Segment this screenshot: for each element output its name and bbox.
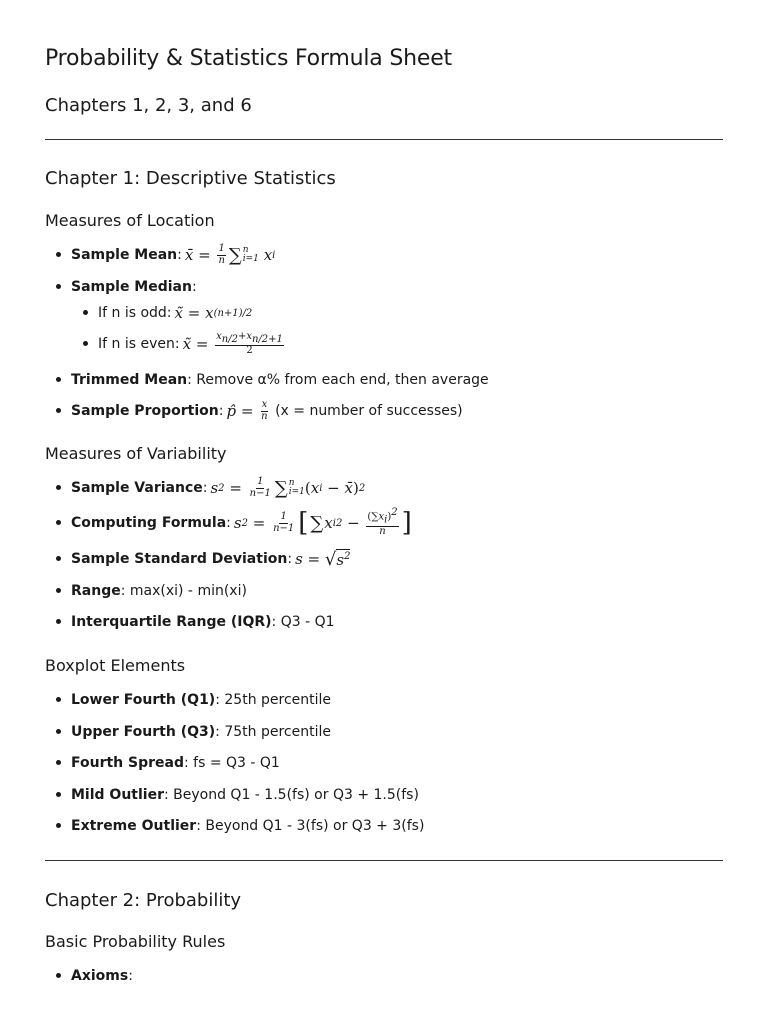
iqr-item [71, 611, 335, 633]
item-label: Upper Fourth (Q3) [71, 724, 216, 740]
item-text: : Beyond Q1 - 3(fs) or Q3 + 3(fs) [196, 818, 425, 834]
range-item [71, 580, 247, 602]
item-text: (x = number of successes) [275, 403, 463, 419]
bullet [56, 823, 61, 828]
median-even-label: If n is even: [98, 336, 180, 352]
median-odd-label: If n is odd: [98, 305, 172, 321]
bullet [83, 310, 88, 315]
bullet [56, 520, 61, 525]
list-item [71, 721, 331, 743]
chapter-1-heading: Chapter 1: Descriptive Statistics [45, 168, 336, 189]
item-label: Sample Variance [71, 480, 203, 496]
list-item [71, 784, 419, 806]
bullet [56, 729, 61, 734]
page-subtitle: Chapters 1, 2, 3, and 6 [45, 95, 252, 116]
variability-heading: Measures of Variability [45, 444, 227, 463]
bullet [56, 252, 61, 257]
chapter-2-heading: Chapter 2: Probability [45, 890, 242, 911]
median-even-formula: x̃ = $\frac{x_{n/2}+x_{n/2+1}}{2}$ [182, 330, 283, 356]
computing-formula: s 2 = $\frac{1}{n-1}$ [ ∑ x i 2 − $\frac{(\sum x_i)^2}{n}$ ] [233, 507, 412, 538]
bullet [56, 284, 61, 289]
item-text: : 25th percentile [215, 692, 332, 708]
item-label: Trimmed Mean [71, 372, 188, 388]
item-label: Extreme Outlier [71, 818, 197, 834]
item-label: Interquartile Range (IQR) [71, 614, 272, 630]
mean-formula: x̄ = $\frac{1}{n}$ ∑ n i=1 x i [184, 243, 276, 266]
median-even-item [98, 330, 286, 356]
item-label: Axioms [71, 968, 129, 984]
axioms-item: Axioms : [71, 965, 133, 987]
item-text: : Beyond Q1 - 1.5(fs) or Q3 + 1.5(fs) [163, 787, 419, 803]
bullet [56, 556, 61, 561]
item-label: Computing Formula [71, 515, 227, 531]
sample-median-item: Sample Median : [71, 276, 197, 298]
computing-formula-item: Computing Formula : s 2 = $\frac{1}{n-1}$ [ ∑ x i 2 − $\frac{(\sum x_i)^2}{n}$ ] [71, 512, 413, 534]
bullet [56, 377, 61, 382]
item-text: : Q3 - Q1 [271, 614, 335, 630]
bullet [83, 341, 88, 346]
list-item [71, 815, 424, 837]
divider [45, 860, 723, 861]
boxplot-heading: Boxplot Elements [45, 656, 186, 675]
item-label: Range [71, 583, 121, 599]
bullet [56, 760, 61, 765]
list-item [71, 689, 331, 711]
item-label: Sample Mean [71, 247, 178, 263]
median-odd-formula: x̃ = x (n+1)/2 [174, 304, 253, 322]
median-odd-item [98, 302, 252, 324]
item-text: : max(xi) - min(xi) [120, 583, 247, 599]
standard-deviation-item: Sample Standard Deviation : s = √ $s^2$ [71, 548, 350, 570]
bullet [56, 588, 61, 593]
trimmed-mean-item [71, 369, 489, 391]
list-item [71, 752, 280, 774]
item-label: Fourth Spread [71, 755, 184, 771]
item-text: : Remove α% from each end, then average [187, 372, 489, 388]
item-text: : 75th percentile [215, 724, 331, 740]
item-text: : fs = Q3 - Q1 [184, 755, 280, 771]
sd-formula: s = √ $s^2$ [295, 548, 351, 570]
item-label: Sample Proportion [71, 403, 219, 419]
item-label: Sample Standard Deviation [71, 551, 288, 567]
probability-rules-heading: Basic Probability Rules [45, 932, 226, 951]
variance-formula: s 2 = $\frac{1}{n-1}$ ∑ n i=1 ( x i − x̄ ) 2 [210, 476, 366, 499]
bullet [56, 973, 61, 978]
sample-proportion-item: Sample Proportion : p̂ = $\frac{x}{n}$ (x = number of successes) [71, 400, 463, 422]
item-label: Sample Median [71, 279, 192, 295]
location-heading: Measures of Location [45, 211, 215, 230]
bullet [56, 697, 61, 702]
divider [45, 139, 723, 140]
item-label: Mild Outlier [71, 787, 164, 803]
bullet [56, 485, 61, 490]
bullet [56, 792, 61, 797]
item-label: Lower Fourth (Q1) [71, 692, 216, 708]
bullet [56, 408, 61, 413]
sample-mean-item: Sample Mean : x̄ = $\frac{1}{n}$ ∑ n i=1 x i [71, 244, 275, 266]
sample-variance-item: Sample Variance : s 2 = $\frac{1}{n-1}$ ∑ n i=1 ( x i − x̄ ) 2 [71, 477, 365, 499]
page-title: Probability & Statistics Formula Sheet [45, 46, 452, 71]
bullet [56, 619, 61, 624]
proportion-formula: p̂ = $\frac{x}{n}$ [226, 399, 268, 422]
